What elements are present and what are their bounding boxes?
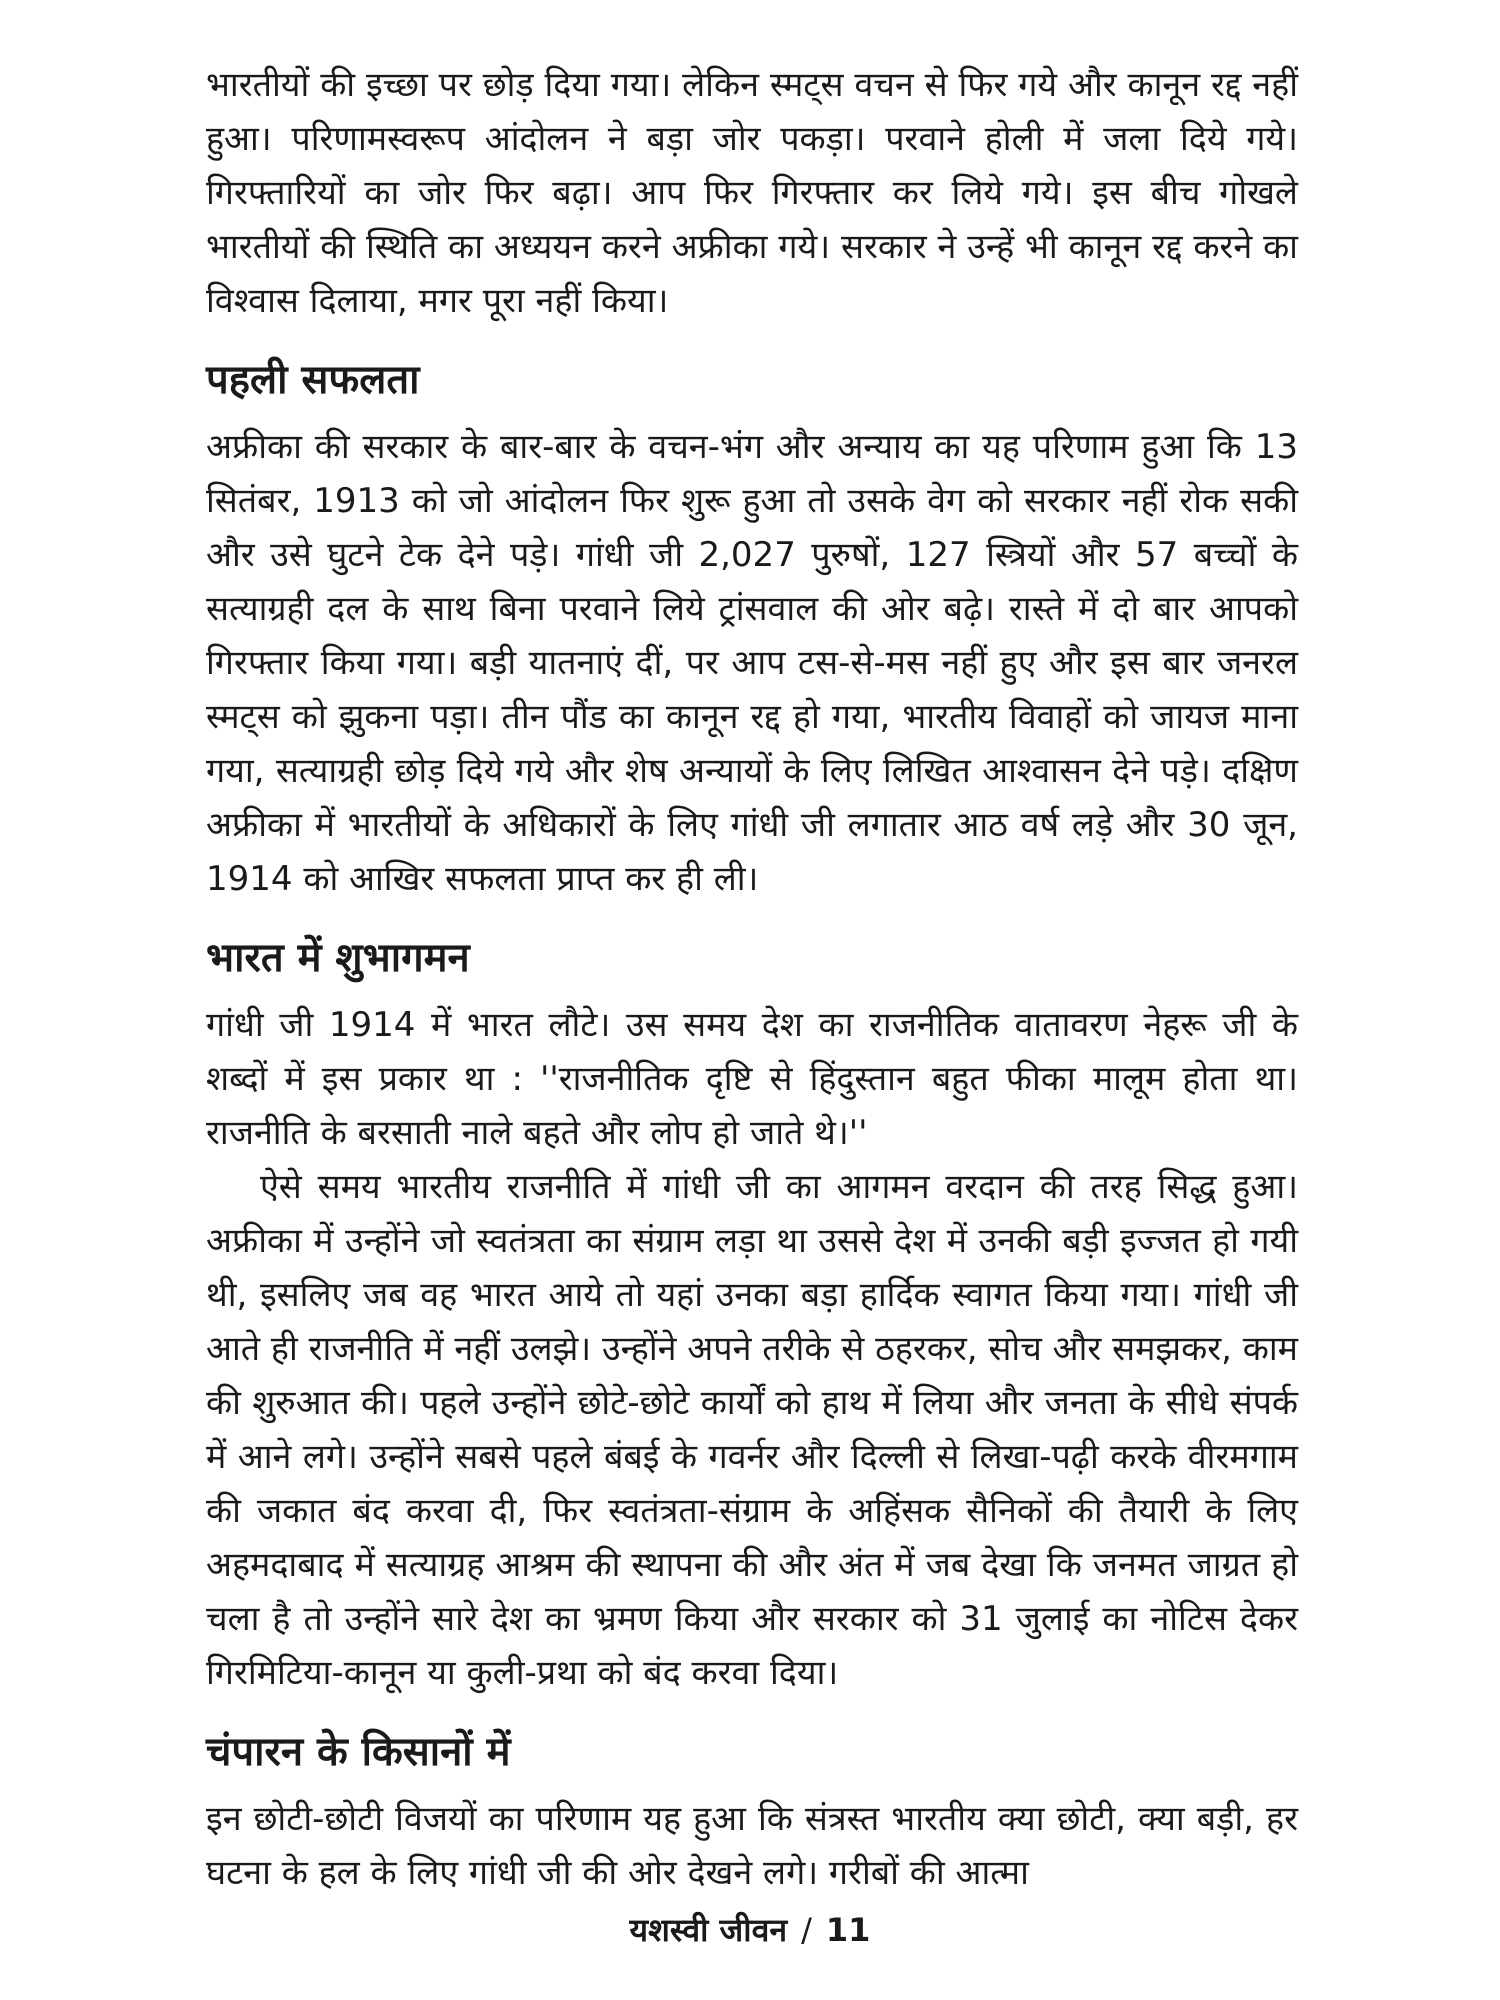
page-number: 11 xyxy=(825,1911,871,1949)
page-content xyxy=(206,58,1298,1900)
page-footer xyxy=(0,1910,1500,1950)
arrival-paragraph-1: गांधी जी 1914 में भारत लौटे। उस समय देश का राजनीतिक वातावरण नेहरू जी के शब्दों में इस प्रकार था : ''राजनीतिक दृष्टि से हिंदुस्तान बहुत फीका मालूम होता था। राजनीति के बरसाती नाले बहते और लोप हो जाते थे।'' xyxy=(206,1005,1298,1153)
section-heading-arrival: भारत में शुभागमन xyxy=(206,935,470,981)
first-success-paragraph: अफ्रीका की सरकार के बार-बार के वचन-भंग और अन्याय का यह परिणाम हुआ कि 13 सितंबर, 1913 को जो आंदोलन फिर शुरू हुआ तो उसके वेग को सरकार नहीं रोक सकी और उसे घुटने टेक देने पड़े। गांधी जी 2,027 पुरुषों, 127 स्त्रियों और 57 बच्चों के सत्याग्रही दल के साथ बिना परवाने लिये ट्रांसवाल की ओर बढ़े। रास्ते में दो बार आपको गिरफ्तार किया गया। बड़ी यातनाएं दीं, पर आप टस-से-मस नहीं हुए और इस बार जनरल स्मट्स को झुकना पड़ा। तीन पौंड का कानून रद्द हो गया, भारतीय विवाहों को जायज माना गया, सत्याग्रही छोड़ दिये गये और शेष अन्यायों के लिए लिखित आश्वासन देने पड़े। दक्षिण अफ्रीका में भारतीयों के अधिकारों के लिए गांधी जी लगातार आठ वर्ष लड़े और 30 जून, 1914 को आखिर सफलता प्राप्त कर ही ली। xyxy=(206,427,1298,899)
section-heading-first-success: पहली सफलता xyxy=(206,357,420,403)
arrival-paragraph-2: ऐसे समय भारतीय राजनीति में गांधी जी का आगमन वरदान की तरह सिद्ध हुआ। अफ्रीका में उन्होंने जो स्वतंत्रता का संग्राम लड़ा था उससे देश में उनकी बड़ी इज्जत हो गयी थी, इसलिए जब वह भारत आये तो यहां उनका बड़ा हार्दिक स्वागत किया गया। गांधी जी आते ही राजनीति में नहीं उलझे। उन्होंने अपने तरीके से ठहरकर, सोच और समझकर, काम की शुरुआत की। पहले उन्होंने छोटे-छोटे कार्यों को हाथ में लिया और जनता के सीधे संपर्क में आने लगे। उन्होंने सबसे पहले बंबई के गवर्नर और दिल्ली से लिखा-पढ़ी करके वीरमगाम की जकात बंद करवा दी, फिर स्वतंत्रता-संग्राम के अहिंसक सैनिकों की तैयारी के लिए अहमदाबाद में सत्याग्रह आश्रम की स्थापना की और अंत में जब देखा कि जनमत जाग्रत हो चला है तो उन्होंने सारे देश का भ्रमण किया और सरकार को 31 जुलाई का नोटिस देकर गिरमिटिया-कानून या कुली-प्रथा को बंद करवा दिया। xyxy=(206,1167,1299,1693)
intro-paragraph: भारतीयों की इच्छा पर छोड़ दिया गया। लेकिन स्मट्स वचन से फिर गये और कानून रद्द नहीं हुआ। परिणामस्वरूप आंदोलन ने बड़ा जोर पकड़ा। परवाने होली में जला दिये गये। गिरफ्तारियों का जोर फिर बढ़ा। आप फिर गिरफ्तार कर लिये गये। इस बीच गोखले भारतीयों की स्थिति का अध्ययन करने अफ्रीका गये। सरकार ने उन्हें भी कानून रद्द करने का विश्वास दिलाया, मगर पूरा नहीं किया। xyxy=(206,65,1298,321)
footer-book-title: यशस्वी जीवन xyxy=(629,1911,788,1949)
footer-separator: / xyxy=(801,1911,812,1949)
champaran-paragraph: इन छोटी-छोटी विजयों का परिणाम यह हुआ कि संत्रस्त भारतीय क्या छोटी, क्या बड़ी, हर घटना के हल के लिए गांधी जी की ओर देखने लगे। गरीबों की आत्मा xyxy=(206,1799,1298,1893)
section-heading-champaran: चंपारन के किसानों में xyxy=(206,1729,511,1775)
